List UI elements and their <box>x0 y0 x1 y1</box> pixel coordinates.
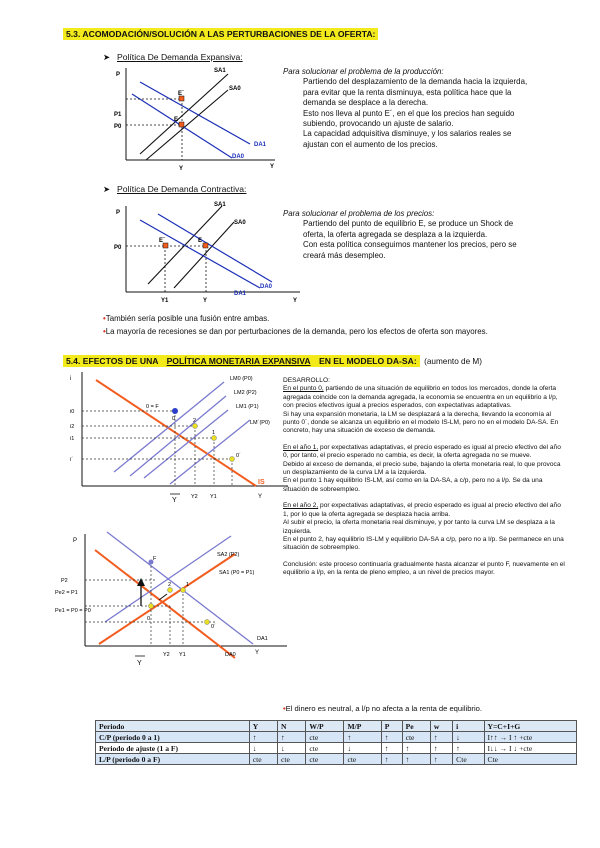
label-i: i <box>70 376 72 382</box>
expansiva-line: La capacidad adquisitiva disminuye, y los salarios reales se <box>303 129 512 139</box>
label-sa2: SA2 (P2) <box>217 552 240 558</box>
label-y: Y <box>270 164 275 170</box>
section-54-title: 5.4. EFECTOS DE UNA POLÍTICA MONETARIA EXPANSIVA EN EL MODELO DA-SA: (aumento de M) <box>63 351 482 369</box>
paragraph-point-0: En el punto 0, partiendo de una situación de equilibrio en todos los mercados, donde la oferta agregada coincide con la demanda agregada, la economía se encuentra en un equilibrio a l/p, con precios efectivos igual a precios esperados, con expectativas adaptativas. <box>283 385 558 410</box>
label-sa1: SA1 <box>214 68 226 74</box>
table-header: W/P <box>306 721 344 732</box>
paragraph-year-1b: Debido al exceso de demanda, el precio sube, bajando la oferta monetaria real, lo que provoca un desplazamiento de la curva LM a la izquierda. <box>283 460 561 477</box>
sa1-line <box>140 74 228 154</box>
paragraph-year-2b: Al subir el precio, la oferta monetaria real disminuye, y por tanto la curva LM se desplaza a la izquierda. <box>283 519 555 535</box>
table-cell: ↑ <box>249 732 277 743</box>
expansiva-line: demanda se desplace a la derecha. <box>303 98 429 108</box>
table-cell: ↑ <box>278 732 306 743</box>
table-header: M/P <box>344 721 381 732</box>
arrow-bullet-icon: ➤ <box>103 52 111 62</box>
expansiva-graph <box>110 62 280 177</box>
label-y1: Y1 <box>210 494 217 500</box>
label-p: P <box>116 72 121 78</box>
bullet-recesiones: •La mayoría de recesiones se dan por perturbaciones de la demanda, pero los efectos de oferta son mayores. <box>103 327 488 336</box>
table-header: Pe <box>402 721 430 732</box>
label-p2: P2 <box>61 578 68 584</box>
label-da1: DA1 <box>234 291 247 297</box>
table-cell: ↑ <box>402 743 430 754</box>
label-da0: DA0 <box>232 154 245 160</box>
label-lmp: LM´(P0) <box>250 420 270 426</box>
point-0p <box>230 457 235 462</box>
table-header: w <box>430 721 452 732</box>
paragraph-year-2: En el año 2, por expectativas adaptativas, el precio esperado es igual al precio efectivo del año 1, por lo que la oferta agregada se desplaza hacia arriba. <box>283 502 561 518</box>
expansiva-text <box>283 67 583 150</box>
sa0-line <box>174 222 234 288</box>
contractiva-line: creará más desempleo. <box>303 250 386 260</box>
paragraph-year-1: En el año 1, por expectativas adaptativas, el precio esperado es igual al precio efectivo del año 0, por tanto, el precio esperado no cambia, es decir, la oferta agregada no se mueve. <box>283 443 561 460</box>
label-y1: Y1 <box>179 652 186 658</box>
label-f: F <box>153 556 157 562</box>
label-pe1: Pe1 = P0 = P0 <box>55 608 91 614</box>
da0-line <box>95 550 235 658</box>
table-header-row <box>96 721 577 732</box>
table-header: Y <box>249 721 277 732</box>
label-da0: DA0 <box>260 284 273 290</box>
label-p0: P0 <box>114 124 122 130</box>
table-cell: ↑ <box>430 732 452 743</box>
sa2-line <box>105 536 231 622</box>
arrow-up-head-icon <box>137 578 145 586</box>
table-cell: ↑ <box>430 754 452 765</box>
point-0p <box>205 620 210 625</box>
point-e <box>203 243 208 248</box>
label-da0: DA0 <box>225 652 236 658</box>
label-y1: Y1 <box>161 298 169 304</box>
point-2 <box>168 588 173 593</box>
paragraph-year-2c: En el punto 2, hay equilibrio IS-LM y equilibrio DA-SA a c/p, pero no a l/p. Se permanece en una situación de sobreempleo. <box>283 535 564 552</box>
label-y2: Y2 <box>163 652 170 658</box>
expansiva-lead: Para solucionar el problema de la producción: <box>283 67 444 76</box>
table-header: P <box>381 721 402 732</box>
label-zero-f: 0 = F <box>146 404 159 410</box>
expansiva-heading: Política De Demanda Expansiva: <box>117 52 243 62</box>
table-cell: cte <box>278 754 306 765</box>
table-cell: cte <box>344 754 381 765</box>
table-cell: C/P (periodo 0 a 1) <box>96 732 250 743</box>
label-da1: DA1 <box>254 142 267 148</box>
contractiva-lead: Para solucionar el problema de los precios: <box>283 209 435 218</box>
label-e: E <box>174 117 179 123</box>
sa1-line <box>99 554 235 644</box>
label-y: Y <box>255 650 260 656</box>
contractiva-heading: Política De Demanda Contractiva: <box>117 184 247 194</box>
label-pe2: Pe2 = P1 <box>55 590 78 596</box>
expansiva-line: Partiendo del desplazamiento de la demanda hacia la izquierda, <box>303 77 528 87</box>
label-ybar: Y <box>203 298 208 304</box>
summary-table <box>95 720 577 765</box>
label-ybar: Y <box>137 660 142 667</box>
table-cell: Cte <box>453 754 484 765</box>
label-e: E <box>198 238 203 244</box>
label-y2: Y2 <box>191 494 198 500</box>
label-p1: P1 <box>114 112 122 118</box>
label-ybar: Y <box>179 166 184 172</box>
bullet-dot-icon: • <box>103 327 106 336</box>
table-cell: I↓↓ → I ↓ +cte <box>484 743 577 754</box>
section-53-title: 5.3. ACOMODACIÓN/SOLUCIÓN A LAS PERTURBACIONES DE LA OFERTA: <box>63 28 378 40</box>
label-p0: P0 <box>114 245 122 251</box>
label-n2: 2 <box>168 582 172 588</box>
da1-line <box>140 220 260 288</box>
table-cell: cte <box>249 754 277 765</box>
point-1 <box>181 588 186 593</box>
label-e-prime: E´ <box>178 91 184 97</box>
label-n0: 0 <box>147 616 151 622</box>
table-cell: ↑ <box>402 754 430 765</box>
label-e-prime: E´ <box>159 238 165 244</box>
label-i2: i2 <box>70 424 75 430</box>
table-cell: ↑ <box>381 743 402 754</box>
table-cell: Cte <box>484 754 577 765</box>
table-cell: ↓ <box>453 732 484 743</box>
table-cell: cte <box>402 732 430 743</box>
label-sa0: SA0 <box>229 86 241 92</box>
table-row <box>96 732 577 743</box>
label-i1: i1 <box>70 436 75 442</box>
islm-graph <box>60 366 295 528</box>
table-cell: cte <box>306 743 344 754</box>
expansiva-line: subiendo, provocando un ajuste de salario. <box>303 119 454 129</box>
table-cell: L/P (periodo 0 a F) <box>96 754 250 765</box>
label-ip: i´ <box>70 457 74 463</box>
table-cell: ↓ <box>249 743 277 754</box>
desarrollo-text <box>283 377 565 578</box>
paragraph-year-1c: En el punto 1 hay equilibrio IS-LM, así como en la DA-SA, a c/p, pero no a l/p. Se da una situación de sobreempleo. <box>283 477 543 493</box>
table-cell: cte <box>306 754 344 765</box>
table-cell: ↑ <box>381 754 402 765</box>
desarrollo-label: DESARROLLO: <box>283 377 330 384</box>
point-0 <box>149 604 154 609</box>
point-1 <box>212 436 217 441</box>
point-zero-f <box>172 408 178 414</box>
contractiva-text <box>283 209 583 261</box>
da1-line <box>107 532 253 644</box>
arrow-bullet-icon: ➤ <box>103 184 111 194</box>
label-n1: 1 <box>212 430 216 436</box>
label-p: P <box>73 538 78 544</box>
lm2-line <box>130 396 226 476</box>
label-da1: DA1 <box>257 636 268 642</box>
label-sa0: SA0 <box>234 220 246 226</box>
table-row <box>96 754 577 765</box>
label-ybar: Y <box>172 497 177 504</box>
table-row <box>96 743 577 754</box>
expansiva-line: para evitar que la renta disminuya, esta política hace que la <box>303 87 512 97</box>
expansiva-line: ajustan con el aumento de los precios. <box>303 139 438 149</box>
table-header: i <box>453 721 484 732</box>
table-header: Periodo <box>96 721 250 732</box>
da0-line <box>158 214 272 282</box>
table-cell: I↑↑ → I ↑ +cte <box>484 732 577 743</box>
label-n0p: 0´ <box>236 453 241 459</box>
label-sa1: SA1 <box>214 202 226 208</box>
label-y: Y <box>258 494 263 500</box>
table-cell: ↓ <box>344 743 381 754</box>
label-lm2: LM2 (P2) <box>234 390 257 396</box>
table-header: N <box>278 721 306 732</box>
label-n2: 2 <box>193 418 197 424</box>
point-e <box>179 122 184 127</box>
paragraph-point-0b: Si hay una expansión monetaria, la LM se desplazará a la derecha, llevando la economía al punto 0´, donde se alcanza un equilibrio en el modelo IS-LM, pero no en el modelo DA-SA. En concreto, hay una situación de exceso de demanda. <box>283 410 559 435</box>
contractiva-line: Con esta política conseguimos mantener los precios, pero se <box>303 240 517 250</box>
table-cell: ↑ <box>453 743 484 754</box>
label-sa1: SA1 (P0 = P1) <box>219 570 255 576</box>
bullet-neutral: •El dinero es neutral, a l/p no afecta a la renta de equilibrio. <box>283 704 482 713</box>
table-cell: Periodo de ajuste (1 a F) <box>96 743 250 754</box>
contractiva-graph <box>110 196 310 311</box>
contractiva-line: oferta, la oferta agregada se desplaza a la izquierda. <box>303 229 488 239</box>
expansiva-line: Esto nos lleva al punto E´, en el que los precios han seguido <box>303 108 515 118</box>
label-i0: i0 <box>70 409 75 415</box>
bullet-dot-icon: • <box>283 704 286 713</box>
paragraph-conclusion: Conclusión: este proceso continuaría gradualmente hasta alcanzar el punto F, nuevamente en el equilibrio a l/p, en la renta de pleno empleo, a un nivel de precios mayor. <box>283 560 565 577</box>
label-is: IS <box>258 479 265 486</box>
table-cell: ↓ <box>278 743 306 754</box>
label-n0: 0 <box>172 416 176 422</box>
table-header: Y=C+I+G <box>484 721 577 732</box>
table-cell: cte <box>306 732 344 743</box>
table-cell: ↑ <box>381 732 402 743</box>
is-line <box>96 380 256 486</box>
point-2 <box>193 424 198 429</box>
table-cell: ↑ <box>344 732 381 743</box>
label-y: Y <box>293 298 298 304</box>
table-cell: ↑ <box>430 743 452 754</box>
label-n0p: 0´ <box>211 624 216 630</box>
bullet-dot-icon: • <box>103 314 106 323</box>
dasa-graph <box>55 528 295 708</box>
label-lm0: LM0 (P0) <box>230 376 253 382</box>
label-p: P <box>116 210 121 216</box>
bullet-fusion: •También sería posible una fusión entre ambas. <box>103 314 270 323</box>
label-n1: 1 <box>186 582 190 588</box>
contractiva-line: Partiendo del punto de equilibrio E, se produce un Shock de <box>303 219 514 229</box>
label-lm1: LM1 (P1) <box>236 404 259 410</box>
